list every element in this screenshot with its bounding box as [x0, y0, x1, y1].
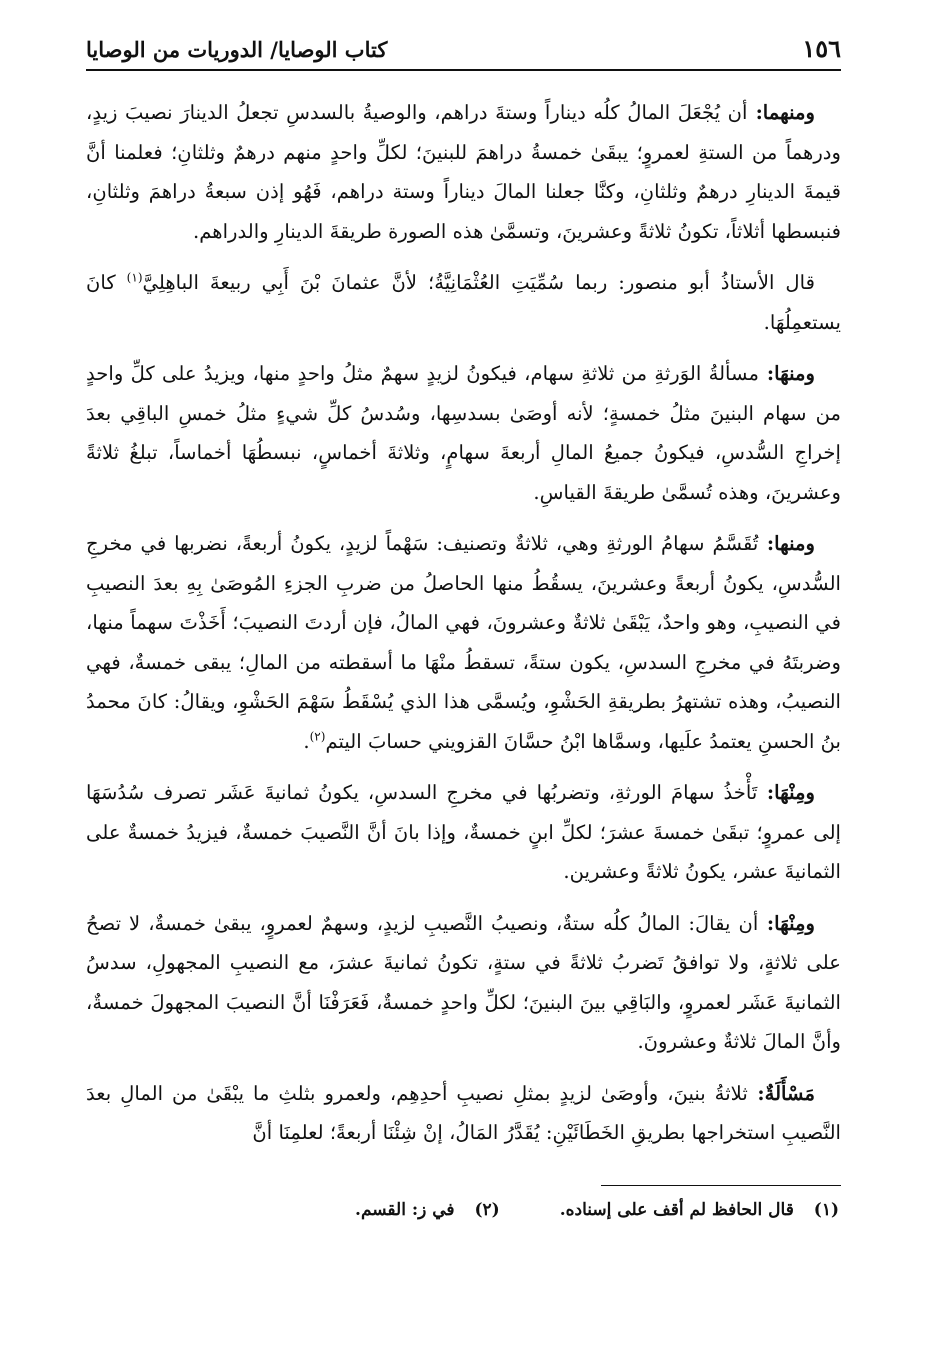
footnote-text: في ز: القسم.	[355, 1199, 455, 1220]
footnote-divider	[601, 1185, 841, 1186]
paragraph-7	[86, 1074, 841, 1153]
paragraph-text: تُقَسَّمُ سهامُ الورثةِ وهي، ثلاثةٌ وتصنيف: سَهْماً لزيدٍ، يكونُ أربعةً، نضربها في مخرجِ السُّدسِ، يكونُ أربعةً وعشرينَ، يسقُطُ منها الحاصلُ من ضربِ الجزءِ المُوصَىٰ بِهِ بعدَ النصيبِ في النصيبِ، وهو واحدٌ، يَبْقَىٰ ثلاثةٌ وعشرونَ، فهي المالُ، فإن أردتَ النصيبَ؛ أَخَذْتَ سهماً منها، وضربتَهُ في مخرجِ السدسِ، يكون ستةً، تسقطُ منْهَا ما أسقطته من المالِ؛ يبقى خمسةٌ، فهي النصيبُ، وهذه تشتهرُ بطريقةِ الحَشْوِ، ويُسمَّى هذا الذي يُسْقَطُ سَهْمَ الحَشْوِ، ويقالُ: كانَ محمدُ بنُ الحسنِ يعتمدُ علَيها، وسمَّاها ابْنُ حسَّانَ القزويني حسابَ اليتم	[86, 532, 841, 753]
paragraph-lead: ومِنْهَا:	[757, 781, 815, 804]
body-text	[86, 93, 841, 1153]
paragraph-5	[86, 773, 841, 892]
paragraph-text: تَأْخذُ سهامَ الورثةِ، وتضربُها في مخرجِ السدسِ، يكونُ ثمانيةَ عَشَر تصرف سُدُسَهَا إلى عمروٍ؛ تبقَىٰ خمسةَ عشرَ؛ لكلِّ ابنٍ خمسةٌ، وإذا بانَ أنَّ النَّصيبَ خمسةٌ، فيزيدُ خمسةٌ على الثمانيةَ عشر، يكونُ ثلاثةً وعشرين.	[86, 781, 841, 883]
paragraph-lead: ومنهَا:	[759, 362, 815, 385]
running-header	[86, 34, 841, 71]
book-page	[86, 34, 841, 1220]
paragraph-lead: ومِنْهَا:	[758, 911, 815, 935]
footnotes	[86, 1200, 841, 1220]
footnote-text: قال الحافظ لم أقف على إسناده.	[559, 1199, 794, 1220]
paragraph-lead: ومنها:	[758, 532, 815, 555]
paragraph-text: قال الأستاذُ أبو منصور: ربما سُمِّيَتِ العُثْمَانِيَّةُ؛ لأنَّ عثمانَ بْنَ أَبِي ربيعةَ الباهِلِيَّ	[142, 271, 815, 294]
footnote-number: (٢)	[474, 1199, 500, 1220]
paragraph-4	[86, 524, 841, 761]
footnote-2	[355, 1200, 500, 1220]
paragraph-lead: مَسْأَلَةٌ:	[747, 1081, 815, 1105]
footnote-1	[560, 1200, 839, 1220]
paragraph-text: أن يقالَ: المالُ كلُه ستةٌ، ونصيبُ النَّصيبِ لزيدٍ، وسهمٌ لعمروٍ، يبقىٰ خمسةٌ، لا تصحُ على ثلاثةٍ، ولا توافقُ تَضربُ ثلاثةً في ستةٍ، تكونُ ثمانيةَ عشرَ، مع النصيبِ المجهولِ، سدسُ الثمانيةَ عَشَر لعمروٍ، والبَاقِي بينَ البنينَ؛ لكلِّ واحدٍ خمسةٌ، فَعَرَفْنَا أنَّ النصيبَ المجهولَ خمسةٌ، وأنَّ المالَ ثلاثةٌ وعشرونَ.	[86, 911, 841, 1053]
page-number: ١٥٦	[802, 34, 841, 63]
running-title: كتاب الوصايا/ الدوريات من الوصايا	[86, 37, 388, 62]
paragraph-2	[86, 263, 841, 342]
footnote-marker-1[interactable]: (١)	[126, 270, 143, 285]
paragraph-lead: ومنهما:	[747, 101, 815, 124]
paragraph-text-after: .	[303, 729, 310, 753]
paragraph-text: مسألةُ الوَرثةِ من ثلاثةِ سهام، فيكونُ لزيدٍ سهمٌ مثلُ واحدٍ منها، ويزيدُ على كلِّ واحدٍ من سهام البنينَ مثلُ خمسةٍ؛ لأنه أوصَىٰ بسدسِها، وسُدسُ كلِّ شيءٍ مثلُ خمسِ الباقِي بعدَ إخراجِ السُّدسِ، فيكونُ جميعُ المالِ أربعةَ سهامٍ، وثلاثةَ أخماسٍ، نبسطُهَا أخماساً، تبلغُ ثلاثةً وعشرينَ، وهذه تُسمَّىٰ طريقةَ القياسِ.	[86, 362, 841, 504]
paragraph-text: أن يُجْعَلَ المالُ كلُه ديناراً وستةَ دراهم، والوصيةُ بالسدسِ تجعلُ الدينارَ نصيبَ زيدٍ، ودرهماً من الستةِ لعمروٍ؛ يبقَىٰ خمسةُ دراهمَ للبنينَ؛ لكلِّ واحدٍ منهم درهمٌ وثلثانِ؛ فعلمنا أنَّ قيمةَ الدينارِ درهمٌ وثلثانِ، وكنَّا جعلنا المالَ ديناراً وستة دراهم، فَهُو إذن سبعةُ دراهمَ وثلثانِ، فنبسطها أثلاثاً، تكونُ ثلاثةً وعشرينَ، وتسمَّىٰ هذه الصورة طريقةَ الدينارِ والدراهم.	[86, 101, 841, 243]
paragraph-3	[86, 354, 841, 512]
paragraph-text-after: كانَ يستعمِلُهَا.	[86, 271, 841, 334]
paragraph-text: ثلاثةُ بنينَ، وأوصَىٰ لزيدٍ بمثلِ نصيبِ أحدِهِم، ولعمرو بثلثِ ما يبْقَىٰ من المالِ بعدَ النَّصيبِ استخراجها بطريقِ الخَطَائَيْنِ: يُقَدَّرُ المَالُ، إنْ شِئْنَا أربعةً؛ لعلمِنَا أنَّ	[86, 1081, 841, 1144]
footnote-marker-2[interactable]: (٢)	[309, 728, 326, 743]
paragraph-6	[86, 904, 841, 1062]
paragraph-1	[86, 93, 841, 251]
footnote-number: (١)	[813, 1199, 839, 1220]
